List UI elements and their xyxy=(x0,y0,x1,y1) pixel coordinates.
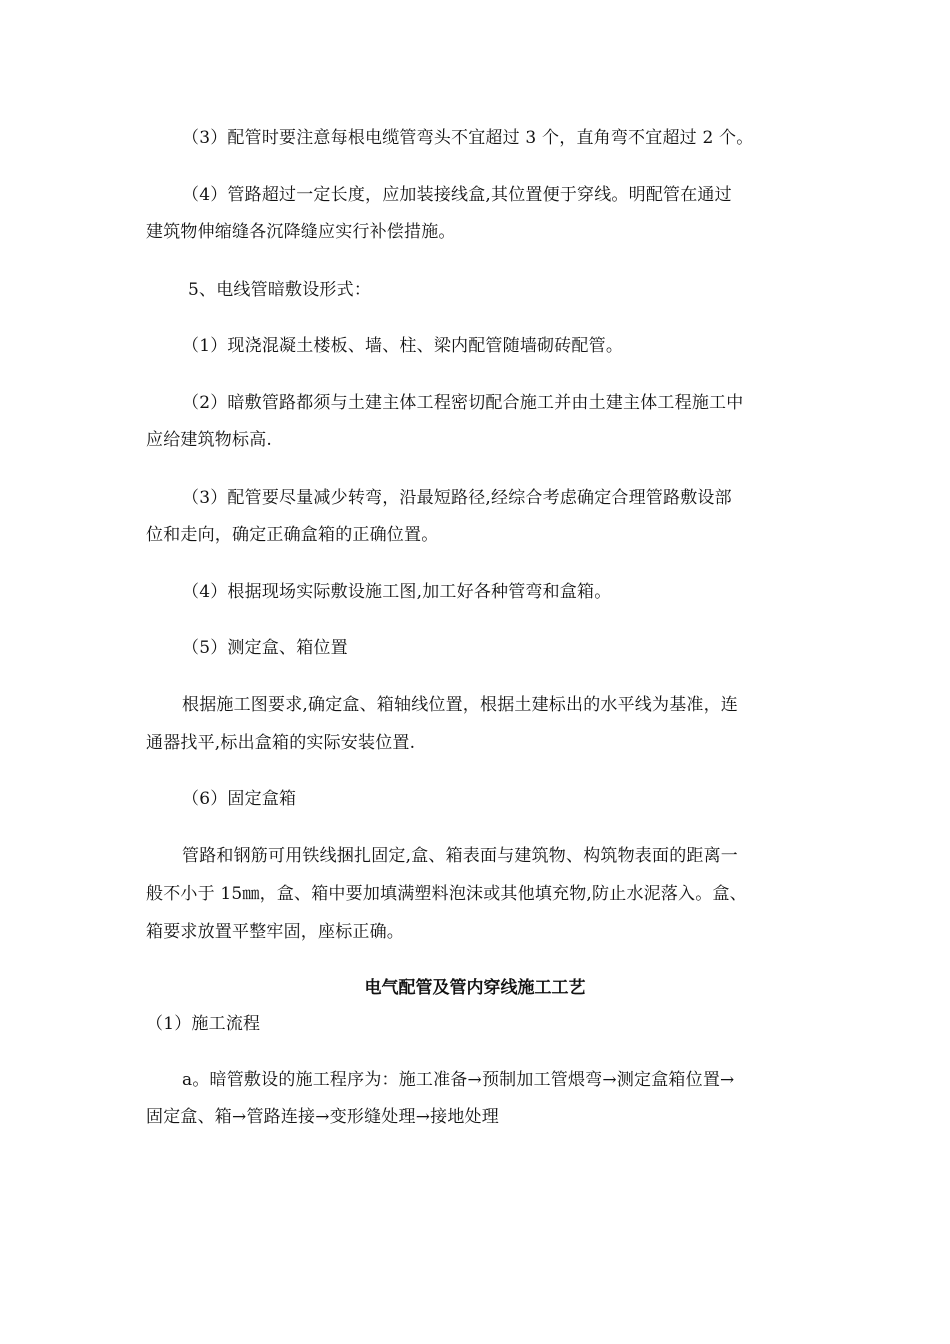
paragraph-line: 般不小于 15㎜，盒、箱中要加填满塑料泡沫或其他填充物,防止水泥落入。盒、 xyxy=(146,884,747,904)
paragraph-line: （1）现浇混凝土楼板、墙、柱、梁内配管随墙砌砖配管。 xyxy=(182,336,624,356)
paragraph-line: 固定盒、箱→管路连接→变形缝处理→接地处理 xyxy=(146,1107,499,1127)
paragraph-line: 位和走向，确定正确盒箱的正确位置。 xyxy=(146,525,439,545)
paragraph-line: （3）配管时要注意每根电缆管弯头不宜超过 3 个，直角弯不宜超过 2 个。 xyxy=(182,128,754,148)
paragraph-line: a。暗管敷设的施工程序为：施工准备→预制加工管煨弯→测定盒箱位置→ xyxy=(182,1070,735,1090)
paragraph-line: 箱要求放置平整牢固，座标正确。 xyxy=(146,922,404,942)
section-heading: 5、电线管暗敷设形式： xyxy=(188,280,372,300)
section-title: 电气配管及管内穿线施工工艺 xyxy=(364,978,586,998)
paragraph-line: 管路和钢筋可用铁线捆扎固定,盒、箱表面与建筑物、构筑物表面的距离一 xyxy=(182,846,739,866)
paragraph-line: （3）配管要尽量减少转弯，沿最短路径,经综合考虑确定合理管路敷设部 xyxy=(182,488,732,508)
paragraph-line: （6）固定盒箱 xyxy=(182,789,297,809)
paragraph-line: 根据施工图要求,确定盒、箱轴线位置，根据土建标出的水平线为基准，连 xyxy=(182,695,739,715)
paragraph-line: 建筑物伸缩缝各沉降缝应实行补偿措施。 xyxy=(146,222,456,242)
paragraph-line: （2）暗敷管路都须与土建主体工程密切配合施工并由土建主体工程施工中 xyxy=(182,393,744,413)
paragraph-line: 应给建筑物标高. xyxy=(146,430,273,450)
paragraph-line: 通器找平,标出盒箱的实际安装位置. xyxy=(146,733,416,753)
paragraph-line: （4）管路超过一定长度，应加装接线盒,其位置便于穿线。明配管在通过 xyxy=(182,185,732,205)
paragraph-line: （4）根据现场实际敷设施工图,加工好各种管弯和盒箱。 xyxy=(182,582,612,602)
paragraph-line: （5）测定盒、箱位置 xyxy=(182,638,348,658)
paragraph-line: （1）施工流程 xyxy=(146,1014,261,1034)
